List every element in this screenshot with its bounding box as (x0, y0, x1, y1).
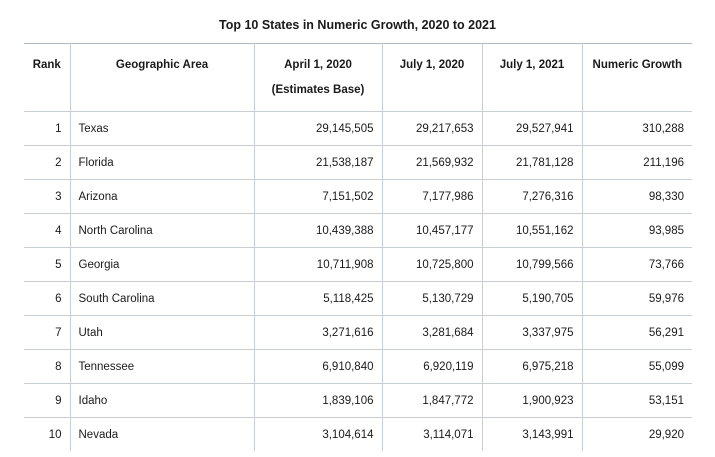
july-2021-cell: 3,143,991 (482, 418, 582, 452)
header-row (24, 44, 692, 112)
april-2020-cell: 29,145,505 (254, 112, 382, 146)
july-2020-cell: 10,725,800 (382, 248, 482, 282)
rank-cell: 4 (24, 214, 70, 248)
header-april-2020-label: April 1, 2020 (284, 59, 352, 71)
rank-cell: 8 (24, 350, 70, 384)
growth-cell: 310,288 (582, 112, 692, 146)
area-cell: Nevada (70, 418, 254, 452)
header-numeric-growth: Numeric Growth (582, 44, 692, 112)
area-cell: Utah (70, 316, 254, 350)
table-row (24, 350, 692, 384)
table-row (24, 384, 692, 418)
header-rank: Rank (24, 44, 70, 112)
july-2021-cell: 7,276,316 (482, 180, 582, 214)
april-2020-cell: 3,271,616 (254, 316, 382, 350)
july-2020-cell: 21,569,932 (382, 146, 482, 180)
table-row (24, 214, 692, 248)
april-2020-cell: 21,538,187 (254, 146, 382, 180)
area-cell: Idaho (70, 384, 254, 418)
growth-cell: 73,766 (582, 248, 692, 282)
july-2020-cell: 1,847,772 (382, 384, 482, 418)
rank-cell: 1 (24, 112, 70, 146)
july-2021-cell: 21,781,128 (482, 146, 582, 180)
table-row (24, 146, 692, 180)
header-april-2020 (254, 44, 382, 112)
rank-cell: 9 (24, 384, 70, 418)
july-2021-cell: 3,337,975 (482, 316, 582, 350)
july-2021-cell: 1,900,923 (482, 384, 582, 418)
july-2020-cell: 6,920,119 (382, 350, 482, 384)
rank-cell: 2 (24, 146, 70, 180)
table-title: Top 10 States in Numeric Growth, 2020 to 2021 (219, 18, 496, 32)
rank-cell: 5 (24, 248, 70, 282)
april-2020-cell: 7,151,502 (254, 180, 382, 214)
april-2020-cell: 3,104,614 (254, 418, 382, 452)
april-2020-cell: 10,711,908 (254, 248, 382, 282)
area-cell: South Carolina (70, 282, 254, 316)
area-cell: Texas (70, 112, 254, 146)
rank-cell: 10 (48, 428, 62, 441)
table-row (24, 316, 692, 350)
april-2020-cell: 6,910,840 (254, 350, 382, 384)
header-july-2020: July 1, 2020 (382, 44, 482, 112)
july-2020-cell: 5,130,729 (382, 282, 482, 316)
header-july-2021: July 1, 2021 (482, 44, 582, 112)
growth-table (24, 43, 692, 451)
table-row (24, 248, 692, 282)
july-2020-cell: 10,457,177 (382, 214, 482, 248)
area-cell: Tennessee (70, 350, 254, 384)
header-geographic-area: Geographic Area (70, 44, 254, 112)
area-cell: Georgia (70, 248, 254, 282)
july-2020-cell: 3,281,684 (382, 316, 482, 350)
july-2020-cell: 3,114,071 (382, 418, 482, 452)
table-row (24, 112, 692, 146)
area-cell: Florida (70, 146, 254, 180)
july-2021-cell: 10,551,162 (482, 214, 582, 248)
growth-cell: 29,920 (582, 418, 692, 452)
april-2020-cell: 1,839,106 (254, 384, 382, 418)
table-row (24, 180, 692, 214)
july-2021-cell: 29,527,941 (482, 112, 582, 146)
rank-cell: 7 (24, 316, 70, 350)
july-2021-cell: 10,799,566 (482, 248, 582, 282)
table-row (24, 282, 692, 316)
july-2021-cell: 6,975,218 (482, 350, 582, 384)
rank-cell: 6 (24, 282, 70, 316)
area-cell: North Carolina (70, 214, 254, 248)
growth-cell: 98,330 (582, 180, 692, 214)
growth-cell: 211,196 (582, 146, 692, 180)
growth-cell: 93,985 (582, 214, 692, 248)
july-2020-cell: 29,217,653 (382, 112, 482, 146)
april-2020-cell: 10,439,388 (254, 214, 382, 248)
growth-cell: 53,151 (582, 384, 692, 418)
rank-cell: 3 (24, 180, 70, 214)
july-2021-cell: 5,190,705 (482, 282, 582, 316)
growth-cell: 59,976 (582, 282, 692, 316)
growth-cell: 56,291 (582, 316, 692, 350)
area-cell: Arizona (70, 180, 254, 214)
growth-cell: 55,099 (582, 350, 692, 384)
header-estimates-base: (Estimates Base) (271, 84, 365, 96)
july-2020-cell: 7,177,986 (382, 180, 482, 214)
april-2020-cell: 5,118,425 (254, 282, 382, 316)
table-row (24, 418, 692, 452)
